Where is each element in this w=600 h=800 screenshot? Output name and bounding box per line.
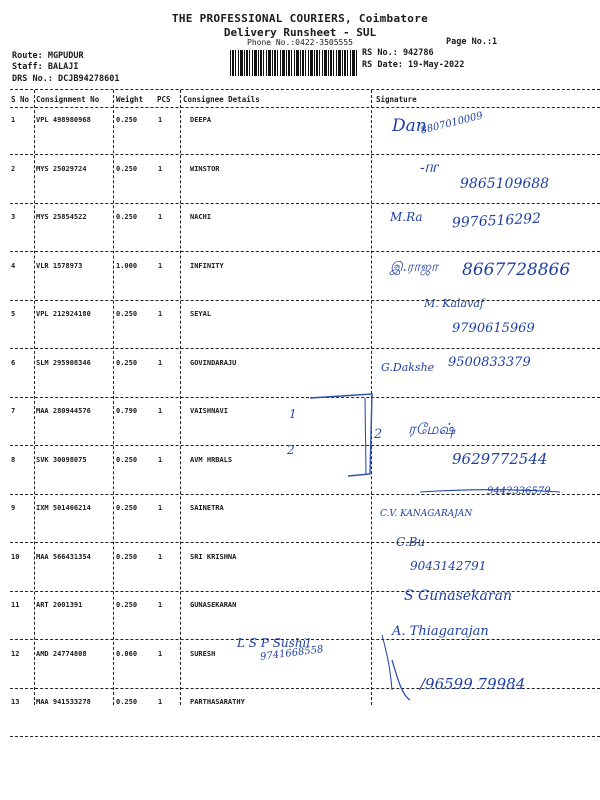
row-weight: 0.250 [116, 116, 138, 124]
row-consignment-no: MAA 941533278 [36, 698, 91, 706]
row-consignment-no: ART 2001391 [36, 601, 83, 609]
row-consignment-no: IXM 501466214 [36, 504, 91, 512]
row-divider [10, 445, 600, 446]
signature-8: ரமேஷ் [408, 420, 456, 438]
mark-1: 1 [289, 407, 297, 421]
rs-date: RS Date: 19-May-2022 [362, 60, 465, 70]
row-sno: 3 [11, 213, 16, 221]
row-weight: 1.000 [116, 262, 138, 270]
row-sno: 5 [11, 310, 16, 318]
signature-4-phone: 8667728866 [462, 260, 571, 280]
row-divider [10, 300, 600, 301]
row-sno: 11 [11, 601, 20, 609]
signature-4: இ.ராஜா [390, 260, 438, 275]
row-pcs: 1 [158, 407, 163, 415]
row-consignment-no: SVK 30098075 [36, 456, 87, 464]
row-divider [10, 397, 600, 398]
phone-number: Phone No.:0422-3505555 [247, 38, 353, 47]
row-consignment-no: MAA 566431354 [36, 553, 91, 561]
company-title: THE PROFESSIONAL COURIERS, Coimbatore [171, 12, 429, 25]
row-sno: 12 [11, 650, 20, 658]
signature-8-phone: 9629772544 [452, 450, 548, 468]
signature-6: G.Dakshe [381, 361, 435, 374]
row-consignee: DEEPA [190, 116, 212, 124]
mark-right: 2 [374, 427, 383, 442]
row-consignee: WINSTOR [190, 165, 220, 173]
row-sno: 8 [11, 456, 16, 464]
col-header-weight: Weight [116, 95, 144, 104]
row-consignee: VAISHNAVI [190, 407, 228, 415]
row-consignment-no: MYS 25854522 [36, 213, 87, 221]
signature-11: S Gunasekaran [404, 588, 512, 604]
staff: Staff: BALAJI [12, 62, 79, 72]
row-pcs: 1 [158, 456, 163, 464]
row-sno: 7 [11, 407, 16, 415]
row-consignment-no: AMD 24774808 [36, 650, 87, 658]
signature-13-phone: /96599 79984 [420, 675, 526, 693]
row-divider [10, 542, 600, 543]
row-pcs: 1 [158, 310, 163, 318]
row-sno: 1 [11, 116, 16, 124]
row-pcs: 1 [158, 165, 163, 173]
row-weight: 0.250 [116, 359, 138, 367]
row-weight: 0.250 [116, 553, 138, 561]
row-consignee: SAINETRA [190, 504, 224, 512]
row-sno: 10 [11, 553, 20, 561]
row-pcs: 1 [158, 116, 163, 124]
signature-5-phone: 9790615969 [452, 321, 535, 336]
row-weight: 0.060 [116, 650, 138, 658]
row-sno: 4 [11, 262, 16, 270]
row-consignment-no: MAA 280944576 [36, 407, 91, 415]
row-consignee: GOVINDARAJU [190, 359, 237, 367]
row-sno: 13 [11, 698, 20, 706]
row-pcs: 1 [158, 601, 163, 609]
table-top-rule [10, 89, 600, 90]
signature-3-phone: 9976516292 [451, 210, 542, 232]
row-sno: 2 [11, 165, 16, 173]
signature-12-right: A. Thiagarajan [392, 624, 489, 639]
row-consignee: SEYAL [190, 310, 212, 318]
row-consignment-no: SLM 295908346 [36, 359, 91, 367]
signature-9-line: C.V. KANAGARAJAN [380, 509, 473, 519]
row-consignee: PARTHASARATHY [190, 698, 245, 706]
row-weight: 0.250 [116, 165, 138, 173]
barcode [230, 50, 358, 76]
row-weight: 0.250 [116, 601, 138, 609]
table-header-rule [10, 107, 600, 108]
row-pcs: 1 [158, 698, 163, 706]
row-sno: 9 [11, 504, 16, 512]
signature-12-phone: 9741668558 [259, 644, 325, 663]
row-weight: 0.250 [116, 310, 138, 318]
row-weight: 0.250 [116, 213, 138, 221]
col-header-consignment: Consignment No [36, 95, 100, 104]
row-weight: 0.250 [116, 456, 138, 464]
row-consignee: INFINITY [190, 262, 224, 270]
signature-2: -ᥒɾ [420, 160, 439, 176]
signature-12-left: L S P Sushil [237, 636, 311, 650]
row-consignee: NACHI [190, 213, 212, 221]
row-consignee: SURESH [190, 650, 216, 658]
signature-5: M. Kalavaf [424, 297, 484, 310]
row-sno: 6 [11, 359, 16, 367]
row-weight: 0.250 [116, 698, 138, 706]
row-consignment-no: MYS 25029724 [36, 165, 87, 173]
row-consignee: SRI KRISHNA [190, 553, 237, 561]
row-weight: 0.250 [116, 504, 138, 512]
row-pcs: 1 [158, 359, 163, 367]
row-consignee: AVM HRBALS [190, 456, 233, 464]
col-header-consignee: Consignee Details [183, 95, 260, 104]
row-divider [10, 251, 600, 252]
row-consignment-no: VPL 498980968 [36, 116, 91, 124]
row-consignment-no: VLR 1578973 [36, 262, 83, 270]
row-divider [10, 154, 600, 155]
row-pcs: 1 [158, 262, 163, 270]
col-header-sno: S No [11, 95, 30, 104]
signature-10-phone: 9043142791 [410, 559, 487, 573]
row-divider [10, 736, 600, 737]
mark-2: 2 [287, 443, 295, 457]
signature-6-phone: 9500833379 [448, 355, 531, 370]
row-pcs: 1 [158, 213, 163, 221]
row-pcs: 1 [158, 650, 163, 658]
route: Route: MGPUDUR [12, 51, 84, 61]
signature-3: M.Ra [390, 210, 423, 224]
page-number: Page No.:1 [446, 37, 498, 47]
col-header-pcs: PCS [157, 95, 171, 104]
signature-1: Dan [392, 116, 427, 136]
signature-9-phone: 9442336579 [487, 486, 551, 497]
row-consignee: GUNASEKARAN [190, 601, 237, 609]
col-header-signature: Signature [376, 95, 417, 104]
row-consignment-no: VPL 212924180 [36, 310, 91, 318]
row-pcs: 1 [158, 553, 163, 561]
signature-1-phone: 8807010009 [419, 110, 485, 137]
drs-number: DRS No.: DCJB94278601 [12, 74, 120, 84]
signature-2-phone: 9865109688 [460, 176, 550, 192]
signature-10: C.Bu [396, 535, 426, 549]
row-weight: 0.790 [116, 407, 138, 415]
row-divider [10, 203, 600, 204]
rs-number: RS No.: 942786 [362, 48, 434, 58]
runsheet-title: Delivery Runsheet - SUL [223, 26, 377, 39]
row-pcs: 1 [158, 504, 163, 512]
row-divider [10, 348, 600, 349]
